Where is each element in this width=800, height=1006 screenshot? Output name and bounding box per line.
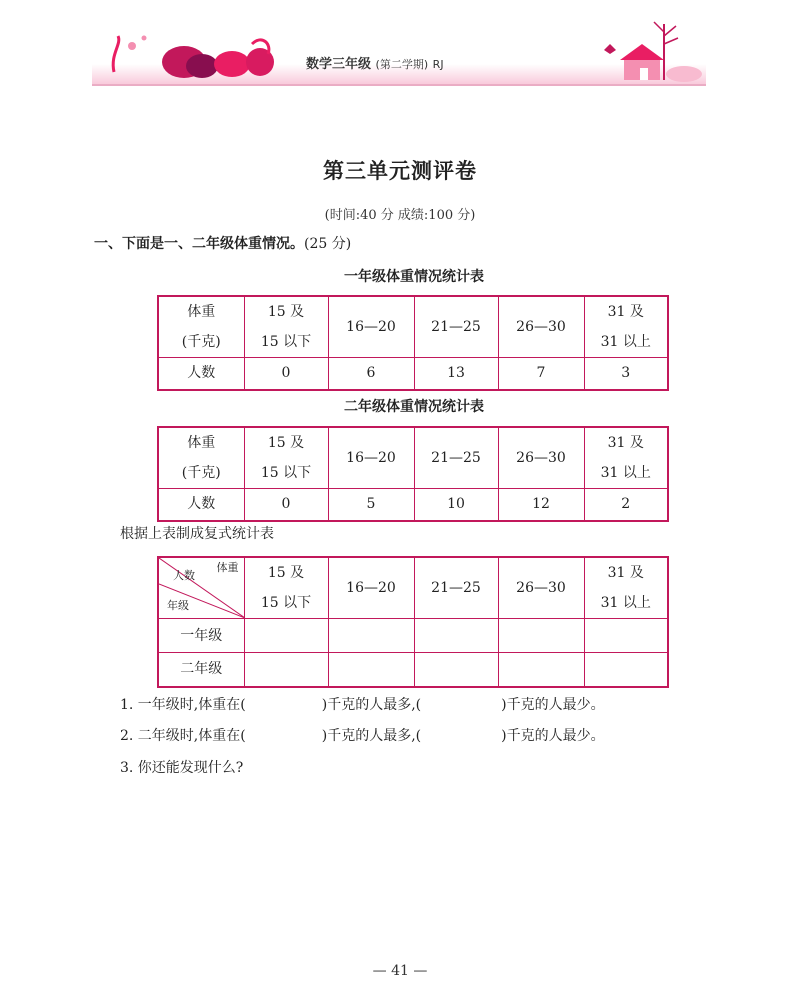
header-text: 15 以下	[260, 465, 312, 481]
row-label: 一年级	[158, 619, 244, 653]
table-cell: 5	[328, 489, 414, 521]
book-title: 数学三年级	[306, 57, 372, 72]
instruction-text: 根据上表制成复式统计表	[120, 526, 274, 542]
answer-cell[interactable]	[414, 653, 498, 687]
corner-weight-label: 体重	[216, 561, 239, 574]
header-text: 15 及	[267, 435, 305, 451]
header-text: 31 及	[607, 304, 644, 320]
compound-table	[157, 556, 669, 688]
header-text: 15 及	[267, 304, 305, 320]
row-label: 二年级	[158, 653, 244, 687]
header-text: 15 以下	[260, 595, 312, 611]
corner-grade-label: 年级	[167, 599, 189, 612]
answer-cell[interactable]	[244, 619, 328, 653]
header-text: 31 以上	[600, 595, 651, 611]
exam-meta: (时间:40 分 成绩:100 分)	[324, 208, 476, 223]
table-cell: 0	[244, 358, 328, 390]
header-cell: 21—25	[414, 427, 498, 489]
header-cell	[158, 296, 244, 358]
header-text: 15 及	[267, 565, 305, 581]
answer-cell[interactable]	[584, 619, 668, 653]
question-1-text: 一、下面是一、二年级体重情况。	[94, 236, 304, 252]
header-decoration	[92, 14, 706, 86]
header-text: 31 以上	[600, 334, 651, 350]
sub-question-2	[120, 725, 605, 745]
table-cell: 0	[244, 489, 328, 521]
header-cell: 26—30	[498, 296, 584, 358]
table-cell: 13	[414, 358, 498, 390]
sub-question-1	[120, 694, 605, 714]
answer-cell[interactable]	[244, 653, 328, 687]
header-unit: (千克)	[181, 465, 221, 481]
header-title	[306, 53, 444, 72]
corner-cell	[158, 557, 244, 619]
table-cell: 2	[584, 489, 668, 521]
page-title: 第三单元测评卷	[323, 158, 477, 183]
header-cell	[244, 557, 328, 619]
header-cell: 21—25	[414, 557, 498, 619]
book-term: (第二学期)	[375, 58, 429, 71]
sub-question-2-a: 2. 二年级时,体重在(	[120, 728, 246, 744]
header-cell	[158, 427, 244, 489]
question-1-heading	[94, 233, 351, 253]
header-text: 31 及	[607, 435, 644, 451]
page-number: — 41 —	[372, 963, 428, 979]
header-cell: 16—20	[328, 557, 414, 619]
header-cell: 26—30	[498, 557, 584, 619]
header-cell: 26—30	[498, 427, 584, 489]
grade-2-weight-table	[157, 426, 669, 522]
header-cell	[584, 296, 668, 358]
header-cell: 21—25	[414, 296, 498, 358]
corner-count-label: 人数	[173, 569, 195, 582]
table-cell: 10	[414, 489, 498, 521]
table-1-caption: 一年级体重情况统计表	[344, 269, 484, 285]
book-edition: RJ	[432, 58, 444, 71]
table-cell: 6	[328, 358, 414, 390]
sub-question-2-b: )千克的人最多,(	[321, 728, 422, 744]
header-text: 15 以下	[260, 334, 312, 350]
header-weight: 体重	[187, 435, 216, 451]
answer-cell[interactable]	[498, 619, 584, 653]
sub-question-1-b: )千克的人最多,(	[321, 697, 422, 713]
sub-question-1-c: )千克的人最少。	[501, 697, 605, 713]
table-cell: 3	[584, 358, 668, 390]
answer-cell[interactable]	[414, 619, 498, 653]
header-cell	[584, 557, 668, 619]
row-label: 人数	[158, 358, 244, 390]
header-text: 31 及	[607, 565, 644, 581]
header-unit: (千克)	[181, 334, 221, 350]
answer-cell[interactable]	[328, 619, 414, 653]
table-2-caption: 二年级体重情况统计表	[344, 399, 484, 415]
header-cell: 16—20	[328, 296, 414, 358]
row-label: 人数	[158, 489, 244, 521]
sub-question-3: 3. 你还能发现什么?	[120, 760, 244, 776]
header-weight: 体重	[187, 304, 216, 320]
sub-question-2-c: )千克的人最少。	[501, 728, 605, 744]
sub-question-1-a: 1. 一年级时,体重在(	[120, 697, 246, 713]
header-text: 31 以上	[600, 465, 651, 481]
answer-cell[interactable]	[328, 653, 414, 687]
header-cell	[244, 296, 328, 358]
header-cell	[244, 427, 328, 489]
question-1-points: (25 分)	[304, 236, 352, 252]
answer-cell[interactable]	[584, 653, 668, 687]
header-cell: 16—20	[328, 427, 414, 489]
header-cell	[584, 427, 668, 489]
grade-1-weight-table	[157, 295, 669, 391]
table-cell: 7	[498, 358, 584, 390]
table-cell: 12	[498, 489, 584, 521]
answer-cell[interactable]	[498, 653, 584, 687]
